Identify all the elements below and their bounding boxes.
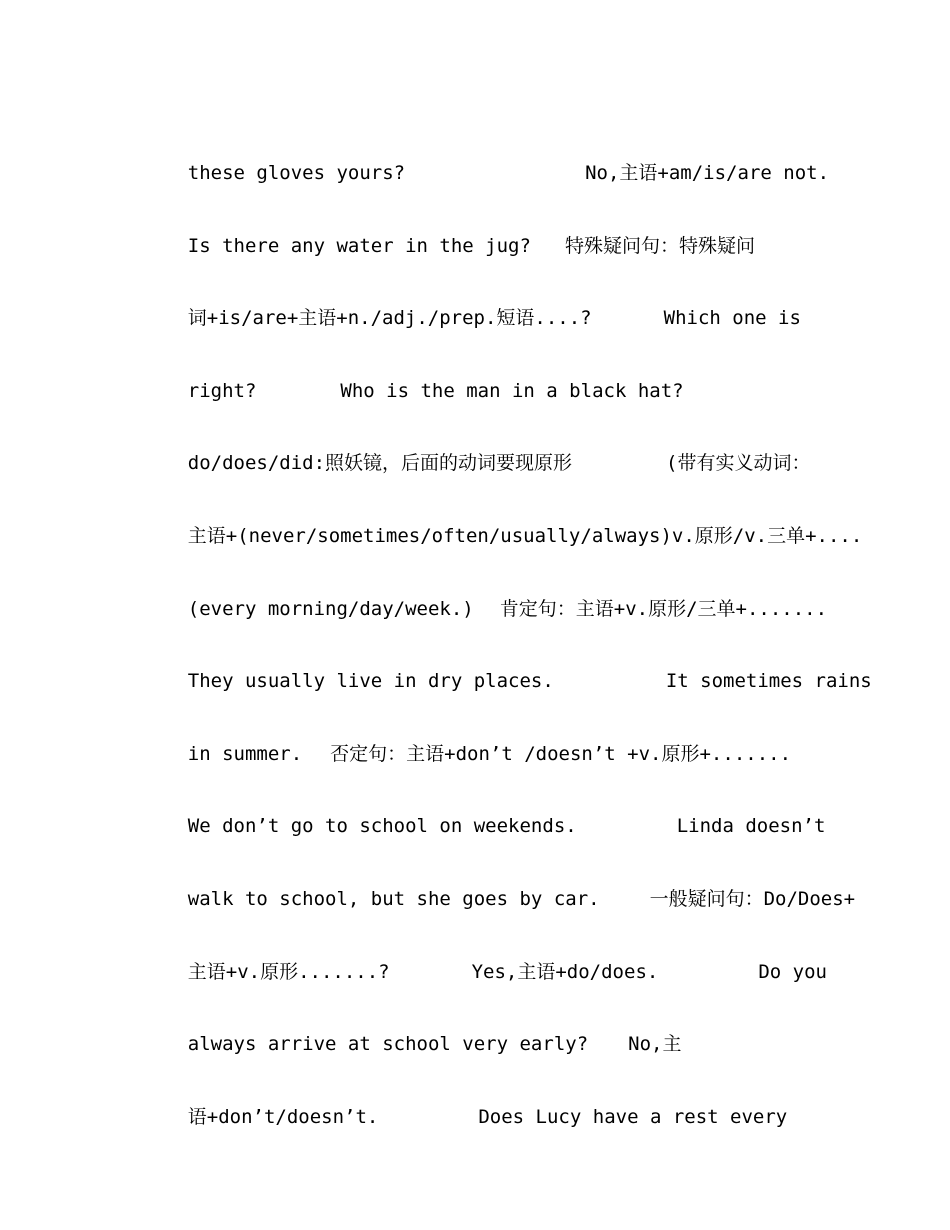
text-line-7: [142, 567, 828, 620]
text-line-9: [142, 712, 792, 765]
text-segment: Does Lucy have a rest every: [478, 1106, 788, 1128]
text-line-12: [142, 930, 827, 983]
text-segment: Yes,主语+do/does.: [471, 961, 659, 983]
text-segment: 词+is/are+主语+n./adj./prep.短语....?: [187, 307, 592, 329]
text-line-3: [142, 276, 801, 329]
text-segment: Linda doesn’t: [676, 815, 826, 837]
text-segment: walk to school, but she goes by car.: [187, 888, 600, 910]
text-segment: Who is the man in a black hat?: [340, 380, 684, 402]
text-segment: 主语+v.原形.......?: [187, 961, 390, 983]
text-segment: 否定句：主语+don’t /doesn’t +v.原形+.......: [330, 743, 792, 765]
text-line-8: [142, 639, 872, 692]
text-line-11: [142, 857, 856, 910]
text-segment: 肯定句：主语+v.原形/三单+.......: [499, 598, 828, 620]
text-segment: 语+don’t/doesn’t.: [187, 1106, 379, 1128]
text-segment: right?: [187, 380, 257, 402]
text-segment: No,主语+am/is/are not.: [585, 162, 830, 184]
text-segment: Is there any water in the jug?: [187, 235, 531, 257]
text-line-10: [142, 784, 826, 837]
text-segment: Do you: [758, 961, 827, 983]
text-segment: 主语+(never/sometimes/often/usually/always)v.原形/v.三单+....: [187, 525, 863, 547]
text-line-13: [142, 1002, 682, 1055]
text-line-14: [142, 1075, 788, 1128]
text-line-5: [142, 421, 811, 474]
text-segment: No,主: [628, 1033, 682, 1055]
text-line-1: [142, 131, 830, 184]
text-segment: 一般疑问句：Do/Does+: [649, 888, 856, 910]
text-segment: It sometimes rains: [665, 670, 872, 692]
text-segment: 特殊疑问句：特殊疑问: [564, 235, 755, 257]
text-segment: Which one is: [663, 307, 801, 329]
text-segment: always arrive at school very early?: [187, 1033, 589, 1055]
text-line-6: [142, 494, 863, 547]
text-segment: We don’t go to school on weekends.: [187, 815, 577, 837]
text-segment: They usually live in dry places.: [187, 670, 554, 692]
text-segment: in summer.: [187, 743, 303, 765]
text-line-4: [142, 349, 684, 402]
text-segment: these gloves yours?: [187, 162, 406, 184]
text-segment: (带有实义动词：: [666, 452, 811, 474]
text-line-2: [142, 204, 755, 257]
text-segment: (every morning/day/week.): [187, 598, 474, 620]
text-segment: do/does/did:照妖镜，后面的动词要现原形: [187, 452, 573, 474]
